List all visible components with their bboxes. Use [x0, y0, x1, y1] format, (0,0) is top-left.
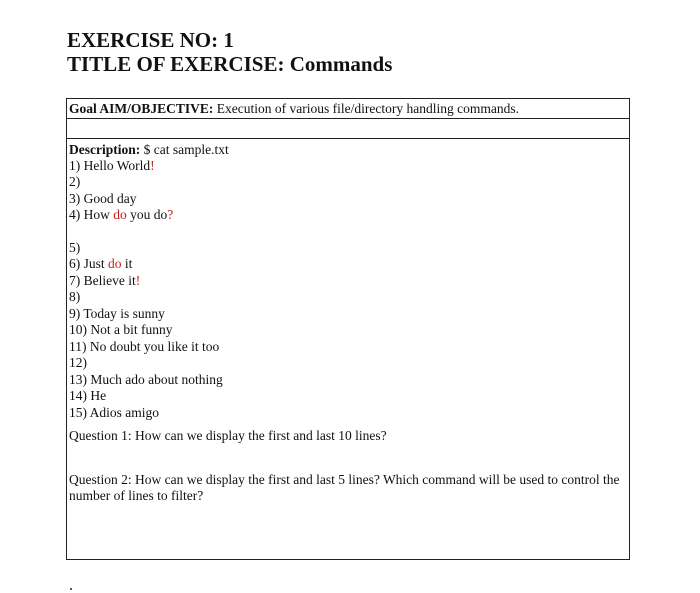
- stray-mark: [70, 588, 72, 590]
- description-label: Description:: [69, 142, 141, 157]
- description-header: [69, 142, 229, 158]
- exercise-title: TITLE OF EXERCISE: Commands: [67, 52, 393, 76]
- file-line: 2): [69, 174, 81, 189]
- goal-label: Goal AIM/OBJECTIVE:: [69, 101, 214, 116]
- file-line: 9) Today is sunny: [69, 306, 165, 321]
- goal-row: [66, 98, 630, 119]
- question-2: Question 2: How can we display the first and last 5 lines? Which command will be used to control the number of lines to filter?: [69, 472, 620, 503]
- file-line: 11) No doubt you like it too: [69, 339, 220, 354]
- description-cell: [66, 138, 630, 560]
- goal-value: Execution of various file/directory handling commands.: [213, 101, 519, 116]
- file-line: 14) He: [69, 388, 107, 403]
- file-line: 12): [69, 355, 87, 370]
- goal-text: [69, 100, 519, 118]
- file-line: 10) Not a bit funny: [69, 322, 173, 337]
- file-line: 7) Believe it!: [69, 273, 141, 288]
- description-command: $ cat sample.txt: [140, 142, 229, 157]
- file-line: 1) Hello World!: [69, 158, 155, 173]
- file-line: 5): [69, 240, 81, 255]
- file-line: 6) Just do it: [69, 256, 133, 271]
- file-line: 4) How do you do?: [69, 207, 174, 222]
- file-line: 8): [69, 289, 81, 304]
- exercise-number: EXERCISE NO: 1: [67, 28, 234, 52]
- question-1: Question 1: How can we display the first and last 10 lines?: [69, 428, 387, 443]
- file-line: 3) Good day: [69, 191, 137, 206]
- empty-row: [66, 118, 630, 139]
- file-line: 15) Adios amigo: [69, 405, 159, 420]
- file-line: 13) Much ado about nothing: [69, 372, 223, 387]
